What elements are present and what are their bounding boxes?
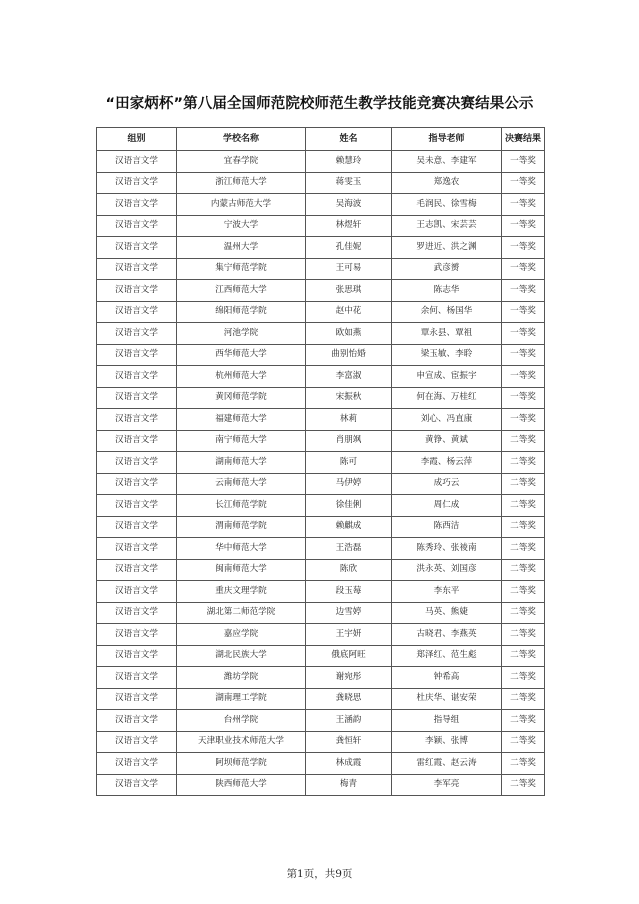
cell-advisor: 余何、杨国华 [392, 301, 502, 323]
cell-result: 二等奖 [502, 430, 545, 452]
cell-advisor: 洪永英、刘国彦 [392, 559, 502, 581]
cell-name: 赖麒成 [306, 516, 392, 538]
cell-name: 梅青 [306, 774, 392, 796]
cell-result: 一等奖 [502, 366, 545, 388]
cell-group: 汉语言文学 [97, 172, 177, 194]
cell-name: 欧如燕 [306, 323, 392, 345]
table-row [97, 151, 545, 173]
cell-school: 长江师范学院 [177, 495, 306, 517]
cell-name: 边雪婷 [306, 602, 392, 624]
cell-group: 汉语言文学 [97, 215, 177, 237]
header-advisor: 指导老师 [392, 128, 502, 151]
cell-advisor: 毛润民、徐雪梅 [392, 194, 502, 216]
table-row [97, 645, 545, 667]
cell-school: 云南师范大学 [177, 473, 306, 495]
cell-school: 湖南师范大学 [177, 452, 306, 474]
cell-group: 汉语言文学 [97, 452, 177, 474]
cell-school: 温州大学 [177, 237, 306, 259]
cell-group: 汉语言文学 [97, 538, 177, 560]
cell-name: 林莉 [306, 409, 392, 431]
table-row [97, 215, 545, 237]
header-name: 姓名 [306, 128, 392, 151]
cell-advisor: 陈西洁 [392, 516, 502, 538]
cell-school: 绵阳师范学院 [177, 301, 306, 323]
cell-result: 二等奖 [502, 731, 545, 753]
cell-advisor: 覃永县、覃祖 [392, 323, 502, 345]
cell-result: 一等奖 [502, 258, 545, 280]
table-row [97, 237, 545, 259]
cell-group: 汉语言文学 [97, 473, 177, 495]
cell-name: 龚恒轩 [306, 731, 392, 753]
cell-name: 段玉莓 [306, 581, 392, 603]
cell-result: 二等奖 [502, 516, 545, 538]
table-row [97, 301, 545, 323]
cell-result: 二等奖 [502, 538, 545, 560]
table-row [97, 688, 545, 710]
cell-group: 汉语言文学 [97, 387, 177, 409]
cell-result: 二等奖 [502, 645, 545, 667]
cell-school: 阿坝师范学院 [177, 753, 306, 775]
page-number: 第1页，共9页 [286, 868, 353, 880]
cell-group: 汉语言文学 [97, 581, 177, 603]
cell-school: 陕西师范大学 [177, 774, 306, 796]
cell-name: 蒋雯玉 [306, 172, 392, 194]
cell-advisor: 罗进近、洪之渊 [392, 237, 502, 259]
cell-advisor: 郑逸农 [392, 172, 502, 194]
table-row [97, 516, 545, 538]
cell-group: 汉语言文学 [97, 645, 177, 667]
header-group: 组别 [97, 128, 177, 151]
cell-school: 集宁师范学院 [177, 258, 306, 280]
cell-school: 杭州师范大学 [177, 366, 306, 388]
cell-result: 二等奖 [502, 602, 545, 624]
results-table [96, 127, 545, 796]
cell-group: 汉语言文学 [97, 151, 177, 173]
table-row [97, 452, 545, 474]
cell-advisor: 杜庆华、谌安荣 [392, 688, 502, 710]
cell-advisor: 李军亮 [392, 774, 502, 796]
cell-name: 王浩磊 [306, 538, 392, 560]
cell-result: 二等奖 [502, 688, 545, 710]
table-row [97, 731, 545, 753]
cell-advisor: 李霞、杨云萍 [392, 452, 502, 474]
cell-result: 一等奖 [502, 323, 545, 345]
cell-school: 嘉应学院 [177, 624, 306, 646]
cell-advisor: 雷红霞、赵云涛 [392, 753, 502, 775]
cell-school: 浙江师范大学 [177, 172, 306, 194]
table-row [97, 280, 545, 302]
table-row [97, 559, 545, 581]
table-row [97, 172, 545, 194]
cell-result: 二等奖 [502, 667, 545, 689]
cell-result: 二等奖 [502, 495, 545, 517]
cell-school: 重庆文理学院 [177, 581, 306, 603]
cell-group: 汉语言文学 [97, 731, 177, 753]
page-title: “田家炳杯”第八届全国师范院校师范生教学技能竞赛决赛结果公示 [105, 96, 534, 112]
cell-group: 汉语言文学 [97, 495, 177, 517]
table-row [97, 602, 545, 624]
cell-advisor: 黄铮、黄斌 [392, 430, 502, 452]
cell-group: 汉语言文学 [97, 624, 177, 646]
cell-name: 吴海波 [306, 194, 392, 216]
cell-result: 二等奖 [502, 559, 545, 581]
cell-group: 汉语言文学 [97, 409, 177, 431]
cell-group: 汉语言文学 [97, 516, 177, 538]
cell-advisor: 成巧云 [392, 473, 502, 495]
table-row [97, 667, 545, 689]
cell-advisor: 梁玉敏、李聆 [392, 344, 502, 366]
cell-result: 一等奖 [502, 172, 545, 194]
cell-name: 徐佳俐 [306, 495, 392, 517]
table-row [97, 774, 545, 796]
cell-name: 肖朋飒 [306, 430, 392, 452]
cell-advisor: 李东平 [392, 581, 502, 603]
cell-advisor: 周仁成 [392, 495, 502, 517]
cell-advisor: 马英、熊婕 [392, 602, 502, 624]
table-header-row [97, 128, 545, 151]
cell-advisor: 钟希高 [392, 667, 502, 689]
header-school: 学校名称 [177, 128, 306, 151]
cell-group: 汉语言文学 [97, 602, 177, 624]
table-row [97, 624, 545, 646]
cell-group: 汉语言文学 [97, 430, 177, 452]
cell-group: 汉语言文学 [97, 753, 177, 775]
cell-result: 一等奖 [502, 151, 545, 173]
cell-result: 一等奖 [502, 301, 545, 323]
cell-name: 张思琪 [306, 280, 392, 302]
cell-advisor: 指导组 [392, 710, 502, 732]
cell-group: 汉语言文学 [97, 710, 177, 732]
cell-advisor: 李颖、张博 [392, 731, 502, 753]
cell-school: 湖北第二师范学院 [177, 602, 306, 624]
cell-group: 汉语言文学 [97, 194, 177, 216]
cell-group: 汉语言文学 [97, 301, 177, 323]
cell-name: 俄底阿旺 [306, 645, 392, 667]
cell-result: 一等奖 [502, 194, 545, 216]
cell-name: 谢宛彤 [306, 667, 392, 689]
cell-school: 江西师范大学 [177, 280, 306, 302]
cell-school: 湖南理工学院 [177, 688, 306, 710]
cell-result: 一等奖 [502, 409, 545, 431]
cell-school: 湖北民族大学 [177, 645, 306, 667]
cell-group: 汉语言文学 [97, 344, 177, 366]
cell-advisor: 吴未意、李建军 [392, 151, 502, 173]
cell-school: 福建师范大学 [177, 409, 306, 431]
cell-group: 汉语言文学 [97, 688, 177, 710]
cell-result: 二等奖 [502, 581, 545, 603]
table-row [97, 473, 545, 495]
cell-result: 一等奖 [502, 387, 545, 409]
cell-result: 二等奖 [502, 473, 545, 495]
cell-name: 赵中花 [306, 301, 392, 323]
table-row [97, 495, 545, 517]
cell-school: 宜春学院 [177, 151, 306, 173]
cell-advisor: 古晓君、李燕英 [392, 624, 502, 646]
cell-school: 潍坊学院 [177, 667, 306, 689]
cell-school: 渭南师范学院 [177, 516, 306, 538]
cell-result: 一等奖 [502, 215, 545, 237]
cell-advisor: 申宣成、宦振宇 [392, 366, 502, 388]
cell-name: 赖慧玲 [306, 151, 392, 173]
cell-advisor: 武彦赟 [392, 258, 502, 280]
table-row [97, 538, 545, 560]
cell-name: 林成霞 [306, 753, 392, 775]
table-row [97, 581, 545, 603]
table-row [97, 753, 545, 775]
cell-result: 一等奖 [502, 237, 545, 259]
table-row [97, 710, 545, 732]
cell-group: 汉语言文学 [97, 323, 177, 345]
table-row [97, 430, 545, 452]
cell-group: 汉语言文学 [97, 258, 177, 280]
cell-school: 南宁师范大学 [177, 430, 306, 452]
cell-advisor: 郑泽红、范生彪 [392, 645, 502, 667]
cell-advisor: 陈志华 [392, 280, 502, 302]
cell-school: 台州学院 [177, 710, 306, 732]
cell-name: 陈可 [306, 452, 392, 474]
cell-result: 二等奖 [502, 710, 545, 732]
cell-group: 汉语言文学 [97, 667, 177, 689]
cell-name: 马伊婷 [306, 473, 392, 495]
cell-group: 汉语言文学 [97, 237, 177, 259]
cell-result: 二等奖 [502, 452, 545, 474]
cell-name: 李富淑 [306, 366, 392, 388]
cell-name: 龚晓思 [306, 688, 392, 710]
cell-group: 汉语言文学 [97, 280, 177, 302]
table-row [97, 344, 545, 366]
table-row [97, 409, 545, 431]
cell-result: 二等奖 [502, 624, 545, 646]
cell-advisor: 陈秀玲、张祾南 [392, 538, 502, 560]
cell-name: 宋振秋 [306, 387, 392, 409]
cell-name: 王宇妍 [306, 624, 392, 646]
cell-group: 汉语言文学 [97, 559, 177, 581]
cell-school: 华中师范大学 [177, 538, 306, 560]
cell-advisor: 刘心、冯直康 [392, 409, 502, 431]
cell-name: 林煜轩 [306, 215, 392, 237]
cell-advisor: 王志凯、宋芸芸 [392, 215, 502, 237]
cell-result: 一等奖 [502, 344, 545, 366]
header-result: 决赛结果 [502, 128, 545, 151]
cell-school: 黄冈师范学院 [177, 387, 306, 409]
table-row [97, 323, 545, 345]
cell-name: 王涵韵 [306, 710, 392, 732]
table-row [97, 258, 545, 280]
cell-school: 宁波大学 [177, 215, 306, 237]
cell-result: 二等奖 [502, 774, 545, 796]
table-row [97, 194, 545, 216]
table-row [97, 387, 545, 409]
cell-school: 天津职业技术师范大学 [177, 731, 306, 753]
cell-school: 内蒙古师范大学 [177, 194, 306, 216]
cell-school: 河池学院 [177, 323, 306, 345]
cell-school: 西华师范大学 [177, 344, 306, 366]
cell-advisor: 何在海、万桂红 [392, 387, 502, 409]
table-row [97, 366, 545, 388]
cell-group: 汉语言文学 [97, 366, 177, 388]
cell-name: 王可易 [306, 258, 392, 280]
cell-group: 汉语言文学 [97, 774, 177, 796]
cell-school: 闽南师范大学 [177, 559, 306, 581]
cell-result: 一等奖 [502, 280, 545, 302]
cell-name: 陈欣 [306, 559, 392, 581]
cell-result: 二等奖 [502, 753, 545, 775]
cell-name: 曲别怡婚 [306, 344, 392, 366]
cell-name: 孔佳妮 [306, 237, 392, 259]
